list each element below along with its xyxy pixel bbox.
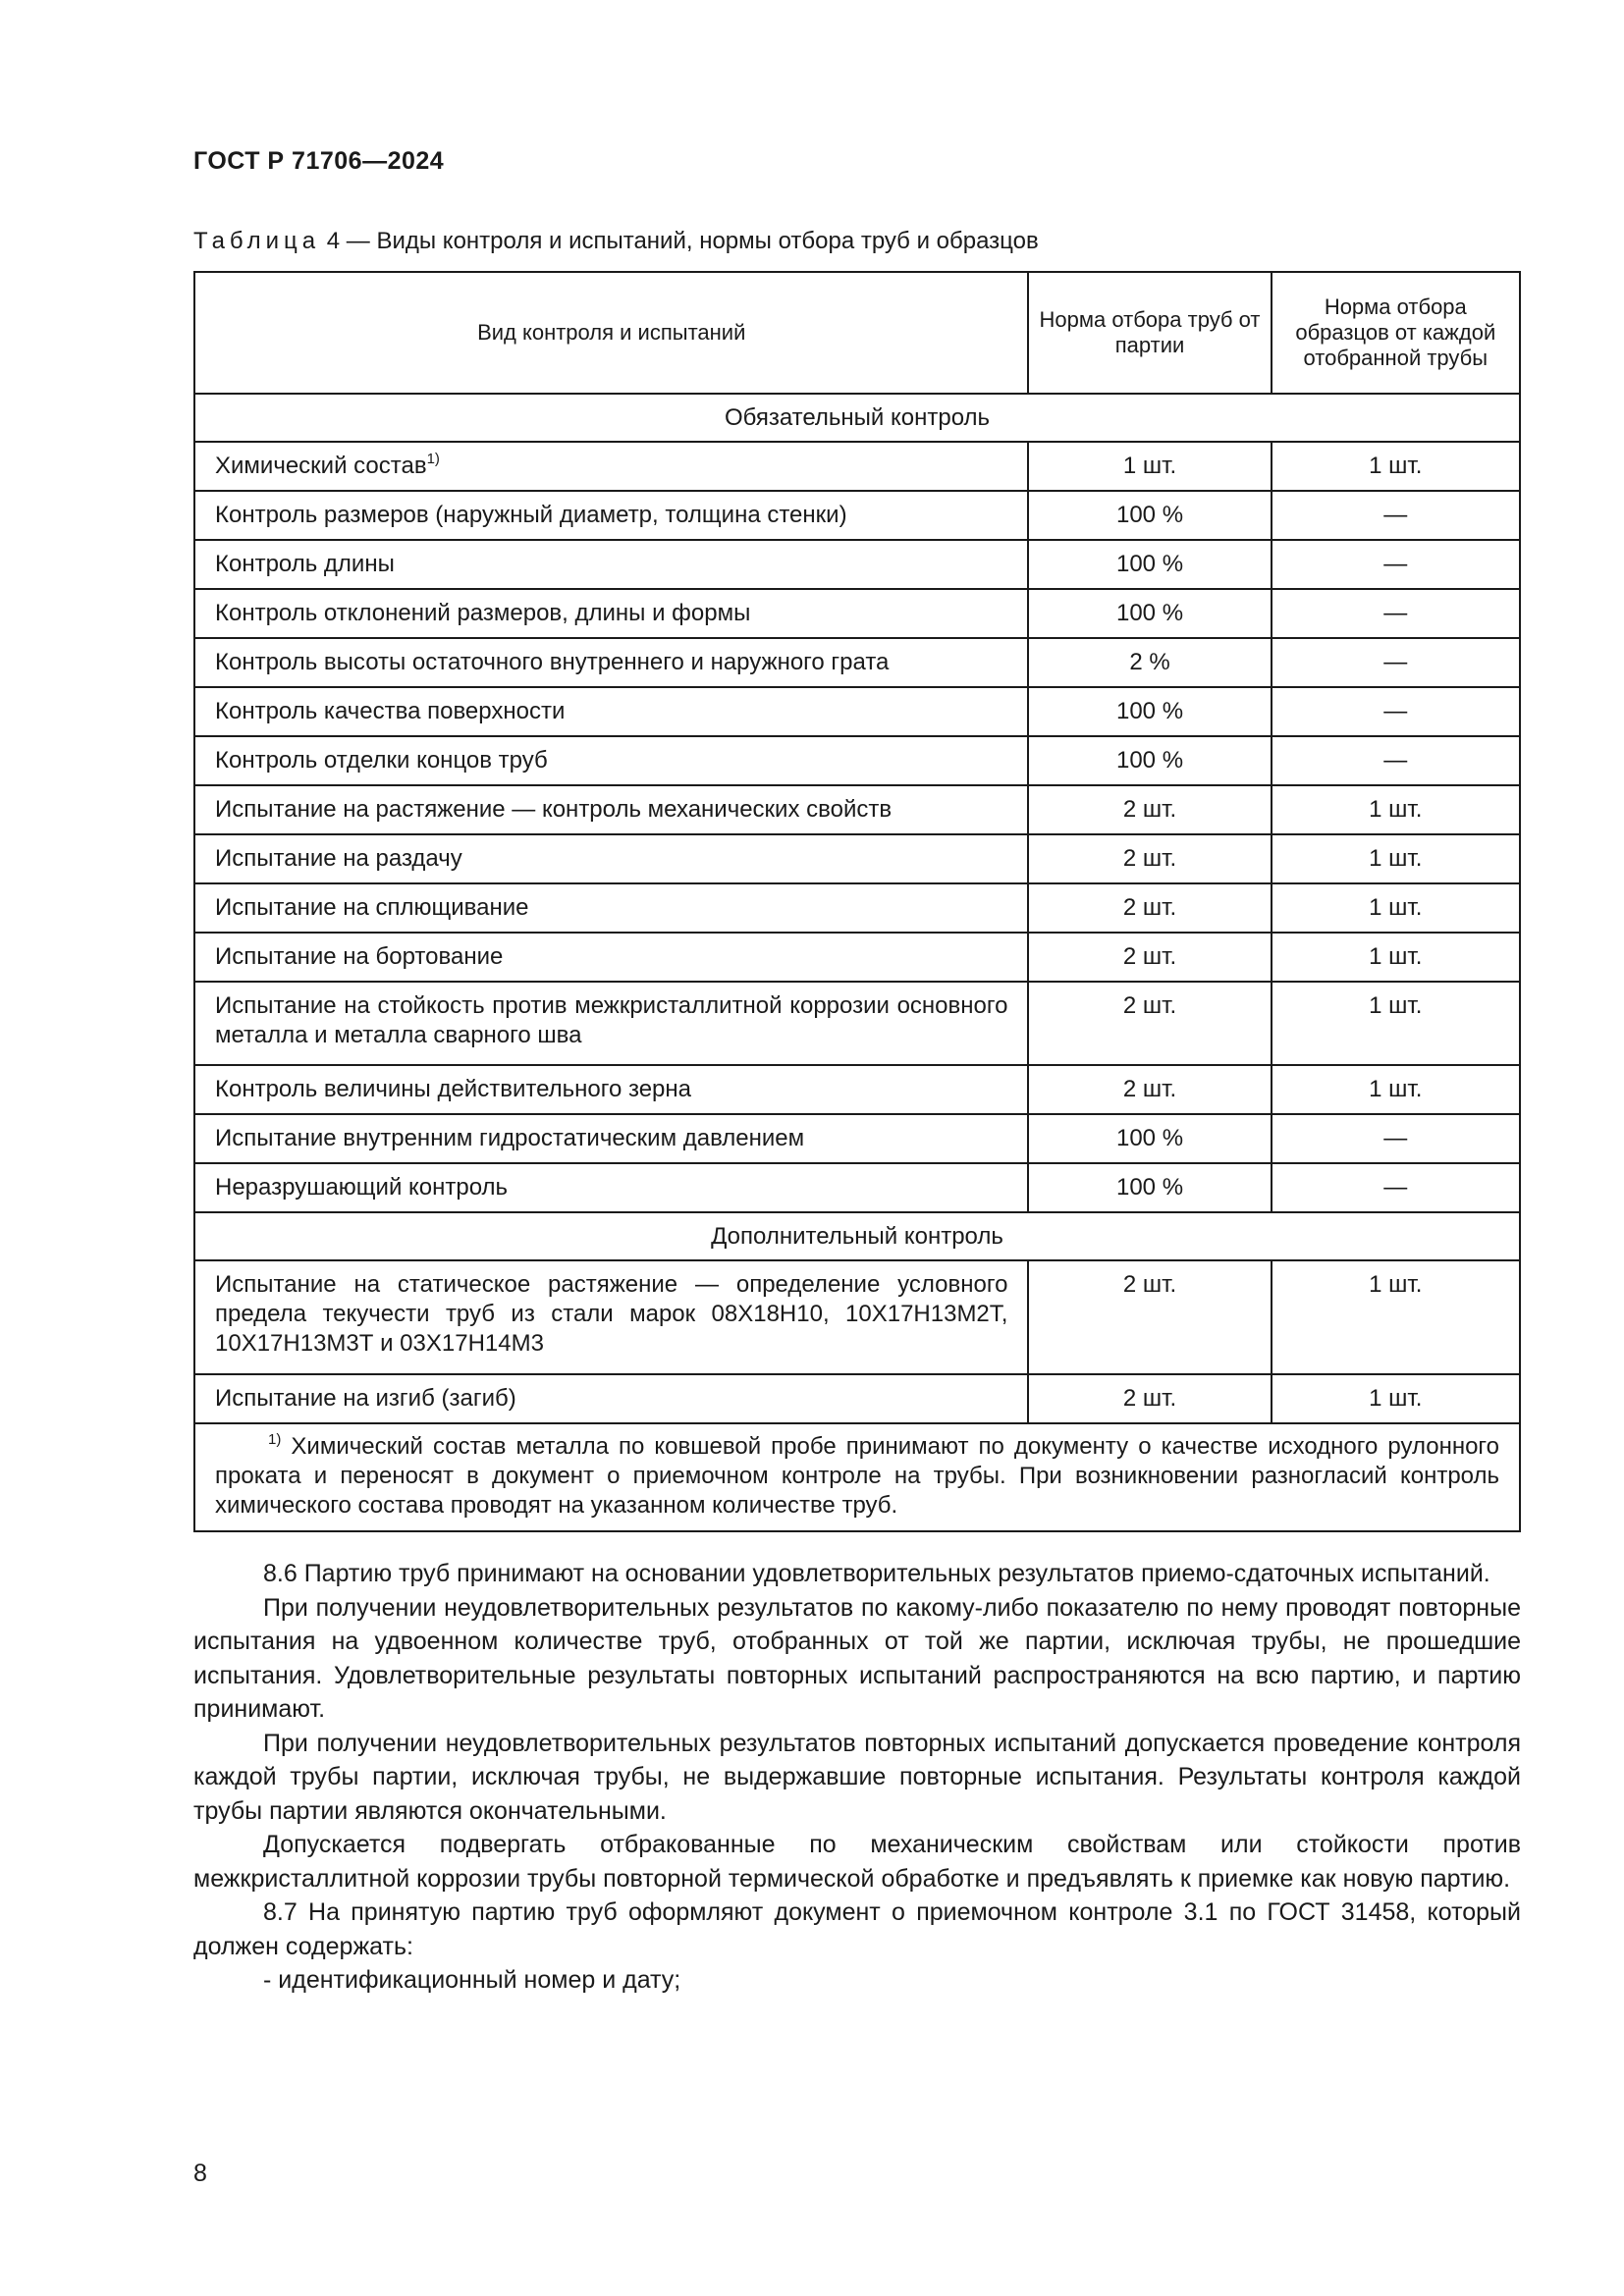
pipes-norm-cell: 100 %: [1028, 589, 1271, 638]
table-caption-label: Таблица: [193, 228, 321, 254]
pipes-norm-cell: 2 шт.: [1028, 883, 1271, 933]
paragraph: 8.7 На принятую партию труб оформляют документ о приемочном контроле 3.1 по ГОСТ 31458, который должен содержать:: [193, 1898, 1521, 1960]
table-footnote: [194, 1423, 1520, 1531]
test-name: Контроль высоты остаточного внутреннего и наружного грата: [194, 638, 1028, 687]
column-header-test-type: Вид контроля и испытаний: [194, 272, 1028, 394]
list-item: - идентификационный номер и дату;: [263, 1966, 681, 1994]
samples-norm-cell: —: [1272, 1163, 1520, 1212]
table-row: [194, 491, 1520, 540]
column-header-sample-norm: Норма отбора образцов от каждой отобранной трубы: [1272, 272, 1520, 394]
pipes-norm-cell: 100 %: [1028, 491, 1271, 540]
table-row: [194, 1065, 1520, 1114]
test-name: Неразрушающий контроль: [194, 1163, 1028, 1212]
test-name-cell: [194, 442, 1028, 491]
table-caption-text: 4 — Виды контроля и испытаний, нормы отбора труб и образцов: [320, 228, 1039, 254]
test-name: Испытание на растяжение — контроль механических свойств: [194, 785, 1028, 834]
paragraph: Допускается подвергать отбракованные по механическим свойствам или стойкости против межкристаллитной коррозии трубы повторной термической обработке и предъявлять к приемке как новую партию.: [193, 1831, 1521, 1893]
table-row: [194, 883, 1520, 933]
section-title-mandatory: Обязательный контроль: [194, 394, 1520, 442]
table-row: [194, 1163, 1520, 1212]
footnote-mark: 1): [268, 1431, 282, 1448]
pipes-norm-cell: 100 %: [1028, 1163, 1271, 1212]
samples-norm-cell: 1 шт.: [1272, 442, 1520, 491]
table-row: [194, 933, 1520, 982]
table-row: [194, 687, 1520, 736]
test-name: Контроль длины: [194, 540, 1028, 589]
test-name: Испытание на стойкость против межкристаллитной коррозии основного металла и металла сварного шва: [194, 982, 1028, 1065]
section-row-additional: [194, 1212, 1520, 1260]
table-footnote-row: [194, 1423, 1520, 1531]
table-caption: [193, 228, 1039, 255]
paragraph: При получении неудовлетворительных результатов по какому-либо показателю по нему проводят повторные испытания на удвоенном количестве труб, отобранных от той же партии, исключая трубы, не прошедшие испытания. Удовлетворительные результаты повторных испытаний распространяются на всю партию, и партию принимают.: [193, 1593, 1521, 1723]
samples-norm-cell: —: [1272, 589, 1520, 638]
test-name: Контроль размеров (наружный диаметр, толщина стенки): [194, 491, 1028, 540]
table-row: [194, 540, 1520, 589]
table-row: [194, 785, 1520, 834]
pipes-norm-cell: 2 шт.: [1028, 834, 1271, 883]
pipes-norm-cell: 2 шт.: [1028, 933, 1271, 982]
test-name: Испытание на статическое растяжение — определение условного предела текучести труб из стали марок 08Х18Н10, 10Х17Н13М2Т, 10Х17Н13М3Т и 03Х17Н14М3: [194, 1260, 1028, 1374]
table-row: [194, 638, 1520, 687]
table-row: [194, 589, 1520, 638]
inspection-table: [193, 271, 1521, 1532]
samples-norm-cell: 1 шт.: [1272, 785, 1520, 834]
samples-norm-cell: —: [1272, 687, 1520, 736]
samples-norm-cell: 1 шт.: [1272, 982, 1520, 1065]
test-name: Контроль отклонений размеров, длины и формы: [194, 589, 1028, 638]
table-row: [194, 736, 1520, 785]
test-name: Испытание на изгиб (загиб): [194, 1374, 1028, 1423]
footnote-ref: 1): [426, 451, 440, 467]
samples-norm-cell: 1 шт.: [1272, 1374, 1520, 1423]
test-name: Контроль качества поверхности: [194, 687, 1028, 736]
test-name: Испытание на бортование: [194, 933, 1028, 982]
test-name: Контроль отделки концов труб: [194, 736, 1028, 785]
table-row: [194, 1374, 1520, 1423]
pipes-norm-cell: 2 %: [1028, 638, 1271, 687]
test-name: Испытание на раздачу: [194, 834, 1028, 883]
pipes-norm-cell: 2 шт.: [1028, 982, 1271, 1065]
table-row: [194, 1114, 1520, 1163]
samples-norm-cell: —: [1272, 491, 1520, 540]
footnote-text: Химический состав металла по ковшевой пробе принимают по документу о качестве исходного рулонного проката и переносят в документ о приемочном контроле на трубы. При возникновении разногласий контроль химического состава проводят на указанном количестве труб.: [215, 1433, 1499, 1519]
pipes-norm-cell: 100 %: [1028, 540, 1271, 589]
pipes-norm-cell: 2 шт.: [1028, 1065, 1271, 1114]
samples-norm-cell: 1 шт.: [1272, 883, 1520, 933]
body-text: [193, 1557, 1521, 1998]
pipes-norm-cell: 100 %: [1028, 1114, 1271, 1163]
test-name: Испытание внутренним гидростатическим давлением: [194, 1114, 1028, 1163]
page-number: 8: [193, 2160, 207, 2187]
section-title-additional: Дополнительный контроль: [194, 1212, 1520, 1260]
samples-norm-cell: 1 шт.: [1272, 933, 1520, 982]
table-row: [194, 982, 1520, 1065]
test-name: Испытание на сплющивание: [194, 883, 1028, 933]
section-row-mandatory: [194, 394, 1520, 442]
test-name: Химический состав: [215, 453, 427, 479]
table-row: [194, 1260, 1520, 1374]
pipes-norm-cell: 2 шт.: [1028, 785, 1271, 834]
paragraph: 8.6 Партию труб принимают на основании удовлетворительных результатов приемо-сдаточных испытаний.: [263, 1560, 1490, 1587]
pipes-norm-cell: 100 %: [1028, 687, 1271, 736]
table-row: [194, 442, 1520, 491]
paragraph: При получении неудовлетворительных результатов повторных испытаний допускается проведение контроля каждой трубы партии, исключая трубы, не выдержавшие повторные испытания. Результаты контроля каждой трубы партии являются окончательными.: [193, 1729, 1521, 1825]
samples-norm-cell: 1 шт.: [1272, 1260, 1520, 1374]
pipes-norm-cell: 100 %: [1028, 736, 1271, 785]
table-header-row: [194, 272, 1520, 394]
samples-norm-cell: 1 шт.: [1272, 834, 1520, 883]
samples-norm-cell: 1 шт.: [1272, 1065, 1520, 1114]
document-code: ГОСТ Р 71706—2024: [193, 147, 445, 175]
samples-norm-cell: —: [1272, 736, 1520, 785]
samples-norm-cell: —: [1272, 638, 1520, 687]
samples-norm-cell: —: [1272, 1114, 1520, 1163]
column-header-pipe-sampling: Норма отбора труб от партии: [1028, 272, 1271, 394]
table-row: [194, 834, 1520, 883]
samples-norm-cell: —: [1272, 540, 1520, 589]
pipes-norm-cell: 1 шт.: [1028, 442, 1271, 491]
pipes-norm-cell: 2 шт.: [1028, 1374, 1271, 1423]
test-name: Контроль величины действительного зерна: [194, 1065, 1028, 1114]
pipes-norm-cell: 2 шт.: [1028, 1260, 1271, 1374]
